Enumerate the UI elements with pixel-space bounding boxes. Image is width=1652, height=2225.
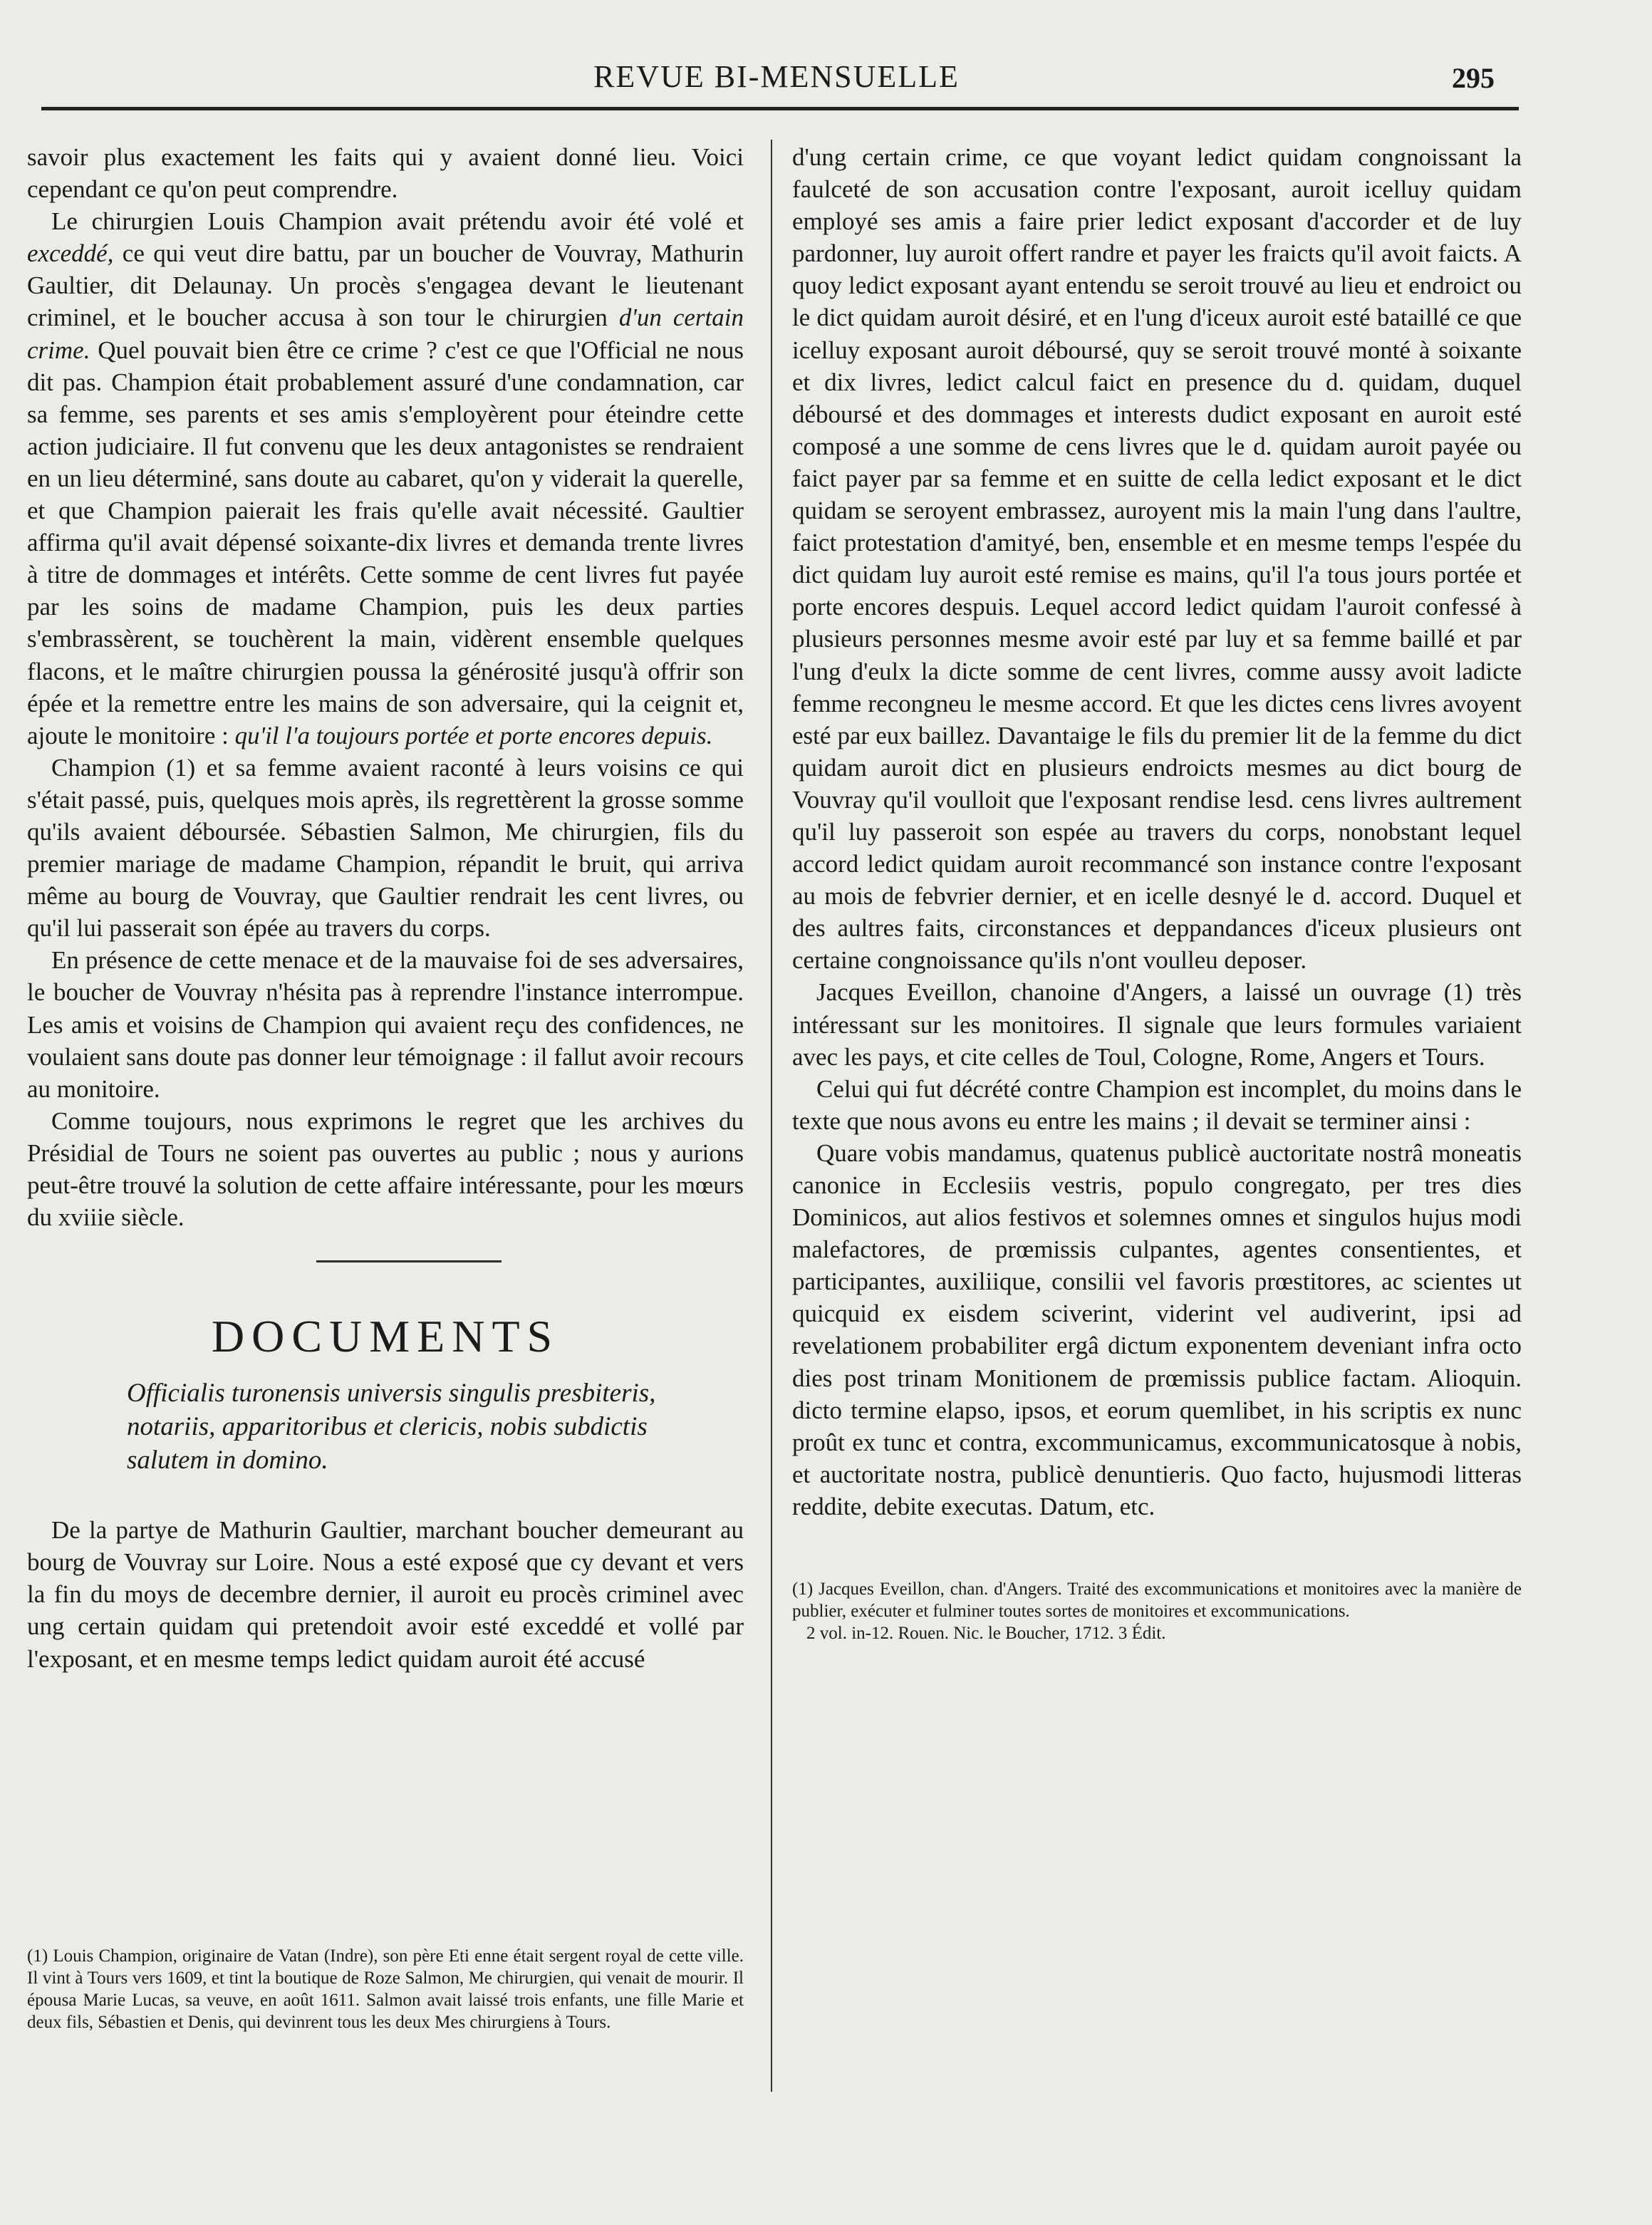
document-salutation: Officialis turonensis universis singulis presbiteris, notariis, apparitoribus et clericis, nobis subdictis salutem in domino. <box>127 1379 656 1475</box>
paragraph-champion-case <box>27 205 744 752</box>
section-rule <box>316 1260 502 1262</box>
paragraph-rumor: Champion (1) et sa femme avaient raconté à leurs voisins ce qui s'était passé, puis, quelques mois après, ils regrettèrent la grosse somme qu'ils avaient déboursée. Sébastien Salmon, Me chirurgien, fils du premier mariage de madame Champion, répandit le bruit, qui arriva même au bourg de Vouvray, que Gaultier rendrait les cent livres, ou qu'il lui passerait son épée au travers du corps. <box>27 753 744 943</box>
footnote-right-line-2: 2 vol. in-12. Rouen. Nic. le Boucher, 1712. 3 Édit. <box>806 1624 1166 1644</box>
paragraph-archives: Comme toujours, nous exprimons le regret que les archives du Présidial de Tours ne soient pas ouvertes au public ; nous y aurions peut-être trouvé la solution de cette affaire intéressante, pour les mœurs du xviiie siècle. <box>27 1106 744 1232</box>
paragraph-latin-formula: Quare vobis mandamus, quatenus publicè auctoritate nostrâ moneatis canonice in Ecclesiis vestris, populo congregato, per tres dies Dominicos, aut alios festivos et solemnes omnes et singulos hujus modi malefactores, de prœmissis culpantes, agentes consentientes, et participantes, auxiliique, consilii vel favoris prœstitores, ac scientes ut quicquid ex eisdem sciverint, viderint vel audiverint, ipsi ad revelationem probabiliter ergâ dictum exponentem deveniant infra octo dies post trinam Monitionem de prœmissis publice factam. Alioquin. dicto termine elapso, ipsos, et eorum quemlibet, in his scriptis ex nunc proût ex tunc et contra, excommunicamus, excommunicatosque à nobis, et auctoritate nostra, publicè denuntieris. Quo facto, hujusmodi litteras reddite, debite executas. Datum, etc. <box>792 1139 1522 1520</box>
page-number: 295 <box>1452 62 1495 94</box>
right-column <box>792 141 1522 1644</box>
document-body <box>27 1514 744 1674</box>
paragraph-menace: En présence de cette menace et de la mauvaise foi de ses adversaires, le boucher de Vouvray n'hésita pas à reprendre l'instance interrompue. Les amis et voisins de Champion qui avaient reçu des confidences, ne voulaient sans doute pas donner leur témoignage : il fallut avoir recours au monitoire. <box>27 946 744 1103</box>
header-rule <box>41 107 1519 110</box>
running-header-title: REVUE BI-MENSUELLE <box>593 59 960 94</box>
italic-exceddé: exceddé, <box>27 239 114 268</box>
footnote-left: (1) Louis Champion, originaire de Vatan (Indre), son père Eti enne était sergent royal de cette ville. Il vint à Tours vers 1609, et tint la boutique de Roze Salmon, Me chirurgien, qui venait de mourir. Il épousa Marie Lucas, sa veuve, en août 1611. Salmon avait laissé trois enfants, une fille Marie et deux fils, Sébastien et Denis, qui devinrent tous les deux Mes chirurgiens à Tours. <box>27 1946 744 2032</box>
paragraph-intro: savoir plus exactement les faits qui y avaient donné lieu. Voici cependant ce qu'on peut comprendre. <box>27 143 744 204</box>
paragraph-champion-case-part-3: Quel pouvait bien être ce crime ? c'est ce que l'Official ne nous dit pas. Champion était probablement assuré d'une condamnation, car sa femme, ses parents et ses amis s'employèrent pour éteindre cette action judiciaire. Il fut convenu que les deux antagonistes se rendraient en un lieu déterminé, sans doute au cabaret, qu'on y viderait la querelle, et que Champion paierait les frais qu'elle avait nécessité. Gaultier affirma qu'il avait dépensé soixante-dix livres et demanda trente livres à titre de dommages et intérêts. Cette somme de cent livres fut payée par les soins de madame Champion, puis les deux parties s'embrassèrent, se touchèrent la main, vidèrent ensemble quelques flacons, et le maître chirurgien poussa la générosité jusqu'à offrir son épée et la remettre entre les mains de son adversaire, qui la ceignit et, ajoute le monitoire : <box>27 336 744 750</box>
paragraph-eveillon: Jacques Eveillon, chanoine d'Angers, a laissé un ouvrage (1) très intéressant sur les monitoires. Il signale que leurs formules variaient avec les pays, et cite celles de Toul, Cologne, Rome, Angers et Tours. <box>792 978 1522 1071</box>
column-divider <box>771 140 772 2092</box>
paragraph-incomplete: Celui qui fut décrété contre Champion est incomplet, du moins dans le texte que nous avons eu entre les mains ; il devait se terminer ainsi : <box>792 1074 1522 1135</box>
italic-certain-crime: d'un certain crime. <box>27 304 744 364</box>
left-column <box>27 141 744 2032</box>
paragraph-accord: d'ung certain crime, ce que voyant ledict quidam congnoissant la faulceté de son accusation contre l'exposant, auroit icelluy quidam employé ses amis a faire prier ledict exposant d'accorder et de luy pardonner, luy auroit offert randre et payer les fraicts qu'il avoit faicts. A quoy ledict exposant ayant entendu se seroit trouvé au lieu et endroict ou le dict quidam auroit désiré, et en l'ung d'iceux auroit esté bataillé ce que icelluy exposant auroit déboursé, quy se seroit trouvé monté à soixante et dix livres, ledict calcul faict en presence du d. quidam, duquel déboursé et des dommages et interests dudict exposant en auroit esté composé a une somme de cens livres que le d. quidam auroit payée ou faict payer par sa femme et en suitte de cella ledict exposant et le dict quidam se seroyent embrassez, auroyent mis la main l'ung dans l'aultre, faict protestation d'amityé, ben, ensemble et en mesme temps l'espée du dict quidam luy auroit esté remise es mains, qu'il l'a tous jours portée et porte encores despuis. Lequel accord ledict quidam l'auroit confessé à plusieurs personnes mesme avoir esté par luy et sa femme baillé et par l'ung d'eulx la dicte somme de cent livres, comme aussy avoit ladicte femme recongneu le mesme accord. Et que les dictes cens livres avoyent esté par eux baillez. Davantaige le fils du premier lit de la femme du dict quidam auroit dict en plusieurs endroicts mesmes au dict bourg de Vouvray qu'il voulloit que l'exposant rendise lesd. cens livres aultrement qu'il luy passeroit son espée au travers du corps, nonobstant lequel accord ledict quidam auroit recommancé son instance contre l'exposant au mois de febvrier dernier, et en icelle desnyé le d. accord. Duquel et des aultres faits, circonstances et deppandances d'iceux plusieurs ont certaine congnoissance qu'ils n'ont voulleu deposer. <box>792 143 1522 975</box>
document-paragraph: De la partye de Mathurin Gaultier, marchant boucher demeurant au bourg de Vouvray sur Loire. Nous a esté exposé que cy devant et vers la fin du moys de decembre dernier, il auroit eu procès criminel avec ung certain quidam qui pretendoit avoir esté exceddé et vollé par l'exposant, et en mesme temps ledict quidam auroit été accusé <box>27 1516 744 1673</box>
paragraph-champion-case-part-2: ce qui veut dire battu, par un boucher de Vouvray, Mathurin Gaultier, dit Delaunay. Un procès s'engagea devant le lieutenant criminel, et le boucher accusa à son tour le chirurgien <box>27 239 744 332</box>
italic-monitoire-quote: qu'il l'a toujours portée et porte encores depuis. <box>234 721 713 750</box>
right-column-text <box>792 141 1522 1523</box>
paragraph-champion-case-part-1: Le chirurgien Louis Champion avait prétendu avoir été volé et <box>51 207 744 236</box>
footnote-right-line-1: (1) Jacques Eveillon, chan. d'Angers. Traité des excommunications et monitoires avec la manière de publier, exécuter et fulminer toutes sortes de monitoires et excommunications. <box>792 1580 1522 1622</box>
footnote-right <box>792 1578 1522 1644</box>
section-heading-documents: DOCUMENTS <box>211 1311 560 1362</box>
left-column-text <box>27 141 744 1233</box>
